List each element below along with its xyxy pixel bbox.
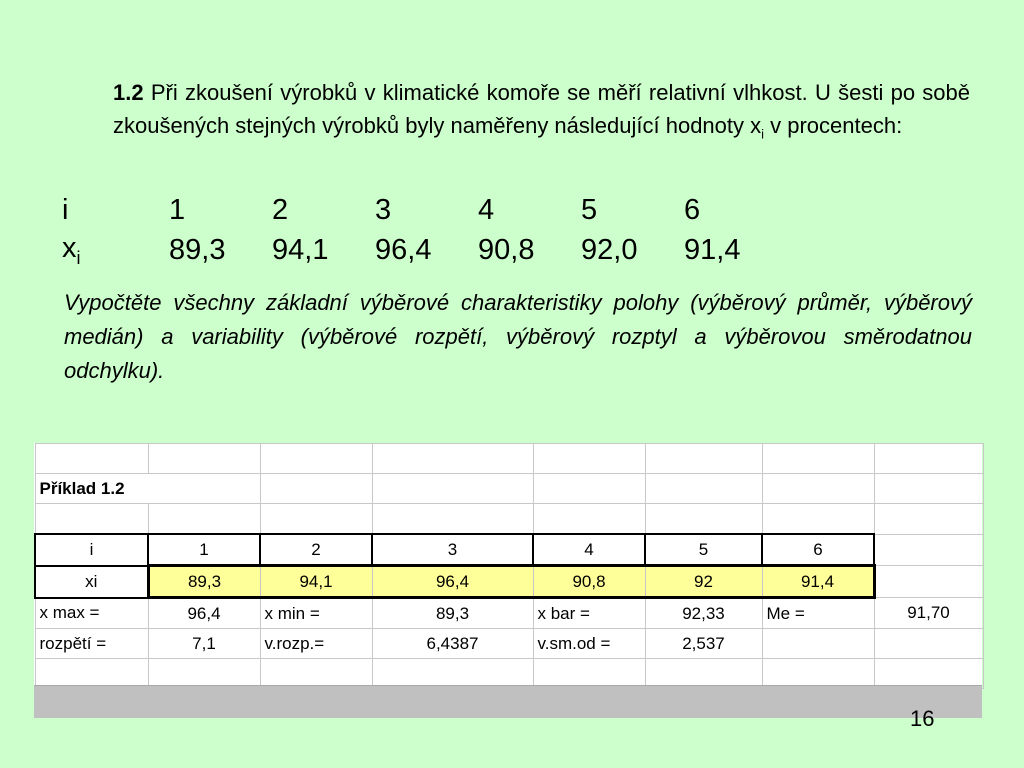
range-value-cell[interactable]: 7,1 [148, 629, 260, 659]
index-row [35, 534, 983, 566]
title-row [35, 474, 983, 504]
index-cell: 1 [169, 193, 186, 226]
problem-number: 1.2 [113, 80, 144, 105]
cell[interactable] [762, 474, 874, 504]
sheet-title[interactable]: Příklad 1.2 [35, 474, 260, 504]
median-value-cell[interactable]: 91,70 [874, 598, 983, 629]
xmin-label-cell[interactable]: x min = [260, 598, 372, 629]
cell[interactable] [874, 444, 983, 474]
page-number: 16 [910, 706, 935, 731]
task-text: Vypočtěte všechny základní výběrové charakteristiky polohy (výběrový průměr, výběrový medián) a variability (výběrové rozpětí, výběrový rozptyl a výběrovou směrodatnou odchylku). [64, 290, 972, 383]
xmax-label-cell[interactable]: x max = [35, 598, 148, 629]
value-row [35, 566, 983, 598]
index-cell: 2 [272, 193, 289, 226]
cell[interactable] [645, 474, 762, 504]
stats-row-2 [35, 629, 983, 659]
cell[interactable] [35, 659, 148, 689]
value-cell: 96,4 [375, 233, 432, 266]
cell[interactable] [260, 474, 372, 504]
index-cell[interactable]: 6 [762, 534, 874, 566]
index-cell[interactable]: 5 [645, 534, 762, 566]
cell[interactable] [533, 659, 645, 689]
cell[interactable] [645, 504, 762, 535]
problem-statement [113, 76, 970, 150]
stats-row-1 [35, 598, 983, 629]
index-cell[interactable]: 4 [533, 534, 645, 566]
value-cell: 92,0 [581, 233, 638, 266]
stddev-value-cell[interactable]: 2,537 [645, 629, 762, 659]
cell[interactable] [35, 504, 148, 535]
cell[interactable] [645, 659, 762, 689]
cell[interactable] [533, 504, 645, 535]
problem-text-end: v procentech: [764, 113, 903, 138]
stddev-label-cell[interactable]: v.sm.od = [533, 629, 645, 659]
value-cell: 89,3 [169, 233, 226, 266]
value-cell: 90,8 [478, 233, 535, 266]
variance-label-cell[interactable]: v.rozp.= [260, 629, 372, 659]
value-label-sub: i [76, 247, 81, 268]
variance-value-cell[interactable]: 6,4387 [372, 629, 533, 659]
index-cell: 3 [375, 193, 392, 226]
index-cell[interactable]: 3 [372, 534, 533, 566]
cell[interactable] [645, 444, 762, 474]
cell[interactable] [372, 504, 533, 535]
value-cell[interactable]: 94,1 [260, 566, 372, 598]
value-cell[interactable]: 91,4 [762, 566, 874, 598]
value-cell: 94,1 [272, 233, 329, 266]
index-cell[interactable]: 1 [148, 534, 260, 566]
value-row [58, 230, 787, 270]
cell[interactable] [874, 566, 983, 598]
problem-subscript: i [761, 126, 765, 142]
xmax-value-cell[interactable]: 96,4 [148, 598, 260, 629]
value-cell[interactable]: 92 [645, 566, 762, 598]
empty-row [35, 444, 983, 474]
index-label: i [62, 193, 69, 226]
cell[interactable] [874, 629, 983, 659]
cell[interactable] [148, 504, 260, 535]
value-cell[interactable]: 96,4 [372, 566, 533, 598]
cell[interactable] [372, 659, 533, 689]
xbar-value-cell[interactable]: 92,33 [645, 598, 762, 629]
value-header-cell[interactable]: xi [35, 566, 148, 598]
value-label-x: x [62, 231, 77, 264]
cell[interactable] [372, 474, 533, 504]
index-cell: 5 [581, 193, 598, 226]
value-label [58, 230, 169, 270]
cell[interactable] [260, 659, 372, 689]
cell[interactable] [260, 504, 372, 535]
xbar-label-cell[interactable]: x bar = [533, 598, 645, 629]
xmin-value-cell[interactable]: 89,3 [372, 598, 533, 629]
cell[interactable] [372, 444, 533, 474]
empty-row [35, 659, 983, 689]
median-label-cell[interactable]: Me = [762, 598, 874, 629]
cell[interactable] [762, 444, 874, 474]
measurement-table [58, 190, 787, 270]
cell[interactable] [762, 629, 874, 659]
cell[interactable] [533, 474, 645, 504]
cell[interactable] [148, 444, 260, 474]
empty-row [35, 504, 983, 535]
cell[interactable] [874, 474, 983, 504]
cell[interactable] [35, 444, 148, 474]
sheet-bottom-bar [34, 685, 982, 718]
range-label-cell[interactable]: rozpětí = [35, 629, 148, 659]
index-row [58, 190, 787, 230]
cell[interactable] [874, 504, 983, 535]
problem-text: Při zkoušení výrobků v klimatické komoře se měří relativní vlhkost. U šesti po sobě zkoušených stejných výrobků byly naměřeny následující hodnoty x [113, 80, 970, 138]
value-cell[interactable]: 89,3 [148, 566, 260, 598]
cell[interactable] [874, 534, 983, 566]
cell[interactable] [260, 444, 372, 474]
index-cell[interactable]: 2 [260, 534, 372, 566]
index-cell: 6 [684, 193, 701, 226]
cell[interactable] [762, 659, 874, 689]
index-header-cell[interactable]: i [35, 534, 148, 566]
cell[interactable] [148, 659, 260, 689]
spreadsheet-grid [34, 443, 984, 689]
spreadsheet [34, 443, 982, 717]
cell[interactable] [762, 504, 874, 535]
cell[interactable] [533, 444, 645, 474]
value-cell: 91,4 [684, 233, 741, 266]
cell[interactable] [874, 659, 983, 689]
value-cell[interactable]: 90,8 [533, 566, 645, 598]
index-cell: 4 [478, 193, 495, 226]
